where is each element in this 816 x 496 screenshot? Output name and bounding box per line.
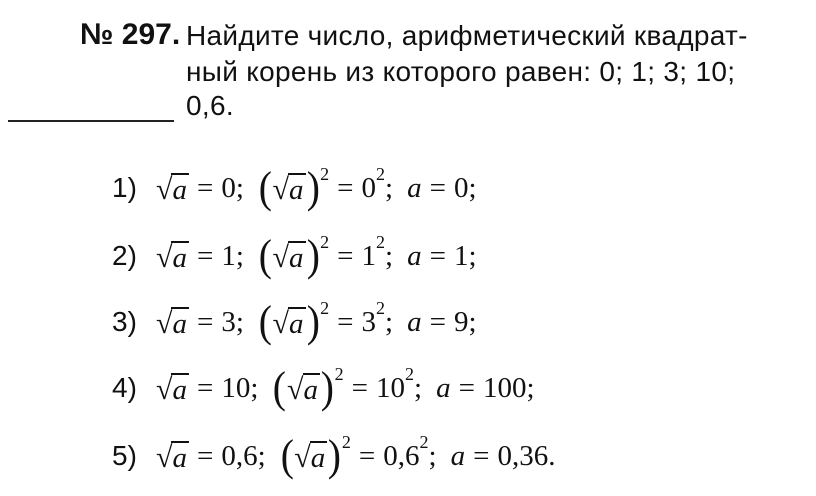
right-paren: ) <box>327 431 342 480</box>
radical-sign: √ <box>272 241 290 275</box>
radicand: a <box>289 241 304 274</box>
sqrt-expression <box>156 239 189 273</box>
solution-row-1 <box>112 162 477 214</box>
left-paren: ( <box>273 363 287 412</box>
base-value: 10 <box>376 371 406 404</box>
sqrt-expression <box>273 239 306 273</box>
radical-sign: √ <box>272 173 290 207</box>
semicolon: ; <box>414 371 423 404</box>
squared-sqrt <box>258 297 330 346</box>
left-paren: ( <box>258 163 272 212</box>
equals-sign: = <box>196 371 214 404</box>
right-paren: ) <box>306 297 320 346</box>
sqrt-expression <box>156 305 189 339</box>
radical-sign: √ <box>272 307 290 341</box>
semicolon: ; <box>385 239 394 272</box>
statement-line-2: ный корень из которого равен: 0; 1; 3; 10; <box>186 56 736 87</box>
problem-number: № 297. <box>80 18 181 51</box>
radicand: a <box>172 373 187 406</box>
radical-sign: √ <box>287 373 304 407</box>
right-paren: ) <box>320 363 334 412</box>
solution-index: 4) <box>112 372 137 403</box>
radical-sign: √ <box>156 173 173 207</box>
radicand: a <box>172 307 187 340</box>
answer-variable: a <box>407 239 422 272</box>
end-punctuation: ; <box>468 171 477 204</box>
semicolon: ; <box>428 439 437 472</box>
base-value: 3 <box>361 305 377 338</box>
answer-variable: a <box>450 439 466 472</box>
answer-blank-line <box>8 120 174 122</box>
end-punctuation: . <box>548 439 556 472</box>
answer-variable: a <box>436 371 451 404</box>
sqrt-value: 3; <box>221 305 244 338</box>
radicand: a <box>289 173 304 206</box>
answer-value: 1 <box>453 239 469 272</box>
exponent: 2 <box>320 231 330 252</box>
exponent: 2 <box>376 231 386 252</box>
squared-sqrt <box>272 363 344 412</box>
squared-sqrt <box>258 231 330 280</box>
exponent: 2 <box>419 431 429 452</box>
sqrt-expression <box>294 439 327 473</box>
solution-row-2 <box>112 230 477 282</box>
exponent: 2 <box>376 297 386 318</box>
sqrt-value: 1; <box>221 239 244 272</box>
radicand: a <box>172 241 187 274</box>
exponent: 2 <box>405 363 415 384</box>
statement-line-3: 0,6. <box>186 90 234 121</box>
answer-value: 0,36 <box>497 439 549 472</box>
solution-index: 3) <box>112 306 137 337</box>
squared-sqrt <box>280 431 351 480</box>
solution-index: 2) <box>112 240 137 271</box>
equals-sign: = <box>429 305 446 338</box>
solution-row-4 <box>112 362 535 414</box>
equals-sign: = <box>358 439 376 472</box>
left-paren: ( <box>258 297 272 346</box>
exponent: 2 <box>320 163 330 184</box>
equals-sign: = <box>196 239 214 272</box>
radicand: a <box>289 307 304 340</box>
equals-sign: = <box>429 171 446 204</box>
squared-sqrt <box>258 163 330 212</box>
sqrt-expression <box>287 371 320 405</box>
sqrt-expression <box>156 371 189 405</box>
sqrt-expression <box>273 305 306 339</box>
sqrt-expression <box>273 171 306 205</box>
statement-line-1: Найдите число, арифметический квадрат- <box>186 20 748 51</box>
left-paren: ( <box>258 231 272 280</box>
radicand: a <box>310 441 326 474</box>
end-punctuation: ; <box>468 239 477 272</box>
base-value: 1 <box>361 239 377 272</box>
solution-row-5 <box>112 430 555 482</box>
answer-value: 100 <box>482 371 527 404</box>
solution-row-3 <box>112 296 477 348</box>
exponent: 2 <box>341 431 351 452</box>
answer-variable: a <box>407 305 422 338</box>
radical-sign: √ <box>156 373 173 407</box>
equals-sign: = <box>196 305 214 338</box>
radicand: a <box>172 173 187 206</box>
radical-sign: √ <box>294 441 311 475</box>
equals-sign: = <box>351 371 369 404</box>
answer-variable: a <box>407 171 422 204</box>
end-punctuation: ; <box>468 305 477 338</box>
exponent: 2 <box>376 163 386 184</box>
radical-sign: √ <box>156 241 173 275</box>
equals-sign: = <box>337 239 354 272</box>
solution-index: 5) <box>112 440 137 471</box>
exponent: 2 <box>320 297 330 318</box>
solution-index: 1) <box>112 172 137 203</box>
left-paren: ( <box>280 431 294 480</box>
sqrt-expression <box>156 439 189 473</box>
end-punctuation: ; <box>526 371 535 404</box>
semicolon: ; <box>385 171 394 204</box>
equals-sign: = <box>458 371 475 404</box>
equals-sign: = <box>473 439 490 472</box>
answer-value: 0 <box>453 171 469 204</box>
equals-sign: = <box>196 439 214 472</box>
radicand: a <box>172 441 187 474</box>
equals-sign: = <box>196 171 214 204</box>
radical-sign: √ <box>156 307 173 341</box>
answer-value: 9 <box>453 305 469 338</box>
sqrt-value: 0,6; <box>221 439 266 472</box>
sqrt-expression <box>156 171 189 205</box>
equals-sign: = <box>429 239 446 272</box>
exponent: 2 <box>334 363 344 384</box>
radicand: a <box>303 373 319 406</box>
right-paren: ) <box>306 163 320 212</box>
semicolon: ; <box>385 305 394 338</box>
equals-sign: = <box>337 305 354 338</box>
sqrt-value: 0; <box>221 171 244 204</box>
equals-sign: = <box>337 171 354 204</box>
sqrt-value: 10; <box>221 371 259 404</box>
radical-sign: √ <box>156 441 173 475</box>
right-paren: ) <box>306 231 320 280</box>
base-value: 0,6 <box>383 439 420 472</box>
base-value: 0 <box>361 171 377 204</box>
